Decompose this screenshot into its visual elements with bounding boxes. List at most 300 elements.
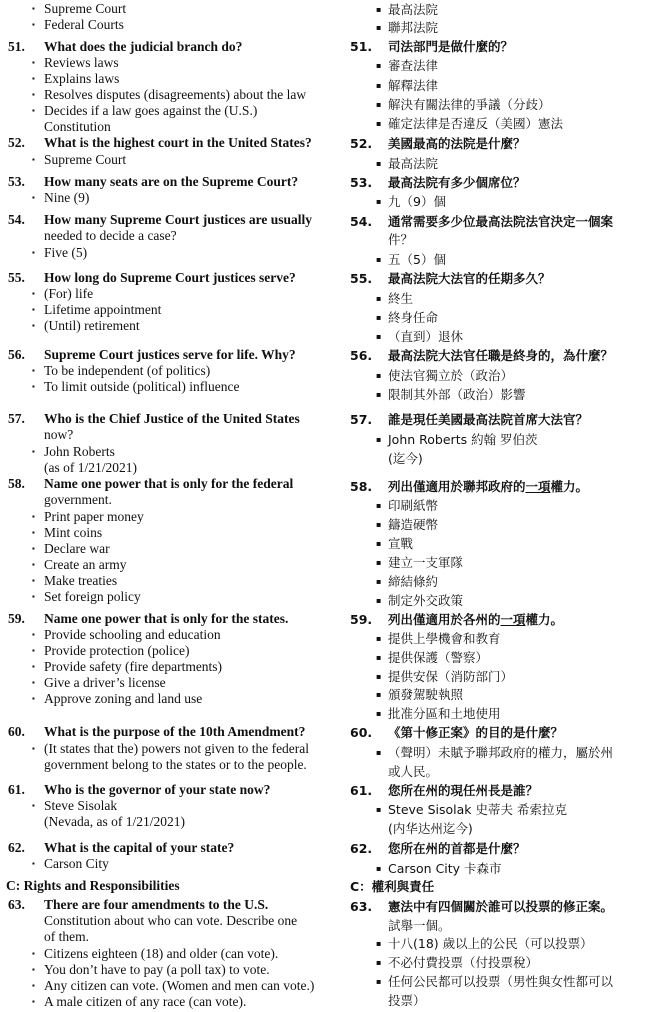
question-number: 54. xyxy=(350,214,373,229)
bullet-icon: ▪ xyxy=(376,197,382,206)
line-text: 解釋法律 xyxy=(388,78,439,93)
question-number: 60. xyxy=(350,725,373,740)
answer-item xyxy=(32,1,127,17)
line-text: 司法部門是做什麼的？ xyxy=(388,39,514,54)
line-text: Who is the Chief Justice of the United States xyxy=(44,411,300,426)
line-text: 列出僅適用於各州的 xyxy=(388,612,501,627)
answer-item xyxy=(32,798,118,814)
question-number: 62. xyxy=(8,840,25,855)
line-text: Citizens eighteen (18) and older (can vote). xyxy=(44,946,279,961)
line-continuation xyxy=(44,427,73,443)
bullet-icon: ▪ xyxy=(32,20,35,29)
line-text: 或人民。 xyxy=(388,764,439,779)
bullet-icon: ▪ xyxy=(32,193,35,202)
question-number: 52. xyxy=(8,135,25,150)
question-60 xyxy=(8,724,306,740)
answer-item xyxy=(376,431,538,449)
answer-item xyxy=(32,525,103,541)
answer-item xyxy=(376,630,501,648)
line-text: 終身任命 xyxy=(388,310,439,325)
line-continuation xyxy=(388,231,413,249)
answer-item xyxy=(376,705,501,723)
answer-item xyxy=(376,290,414,308)
question-54 xyxy=(350,213,614,231)
answer-item xyxy=(376,309,439,327)
answer-item xyxy=(376,193,446,211)
line-text: A male citizen of any race (can vote). xyxy=(44,994,247,1009)
line-text: 宣戰 xyxy=(388,536,414,551)
answer-item xyxy=(32,302,162,318)
question-55 xyxy=(350,270,551,288)
question-number: 55. xyxy=(8,270,25,285)
question-number: 56. xyxy=(8,347,25,362)
bullet-icon: ▪ xyxy=(32,544,35,553)
line-text: 提供安保（消防部门） xyxy=(388,669,514,684)
bullet-icon: ▪ xyxy=(32,90,35,99)
question-51 xyxy=(350,38,514,56)
line-text: 投票） xyxy=(388,993,426,1008)
line-text: Provide protection (police) xyxy=(44,643,190,658)
question-52 xyxy=(8,135,312,151)
answer-item xyxy=(32,741,310,757)
bullet-icon: ▪ xyxy=(376,653,382,662)
bullet-icon: ▪ xyxy=(32,106,35,115)
line-text: （聲明）未賦予聯邦政府的權力，屬於州 xyxy=(388,745,614,760)
line-text: government belong to the states or to the people. xyxy=(44,757,307,772)
bullet-icon: ▪ xyxy=(32,248,35,257)
line-text: Declare war xyxy=(44,541,110,556)
line-text: There are four amendments to the U.S. xyxy=(44,897,269,912)
answer-item xyxy=(32,286,94,302)
answer-item xyxy=(32,962,270,978)
line-text-tail: 權力。 xyxy=(525,612,564,627)
answer-item xyxy=(32,557,127,573)
question-57 xyxy=(8,411,300,427)
line-text: needed to decide a case? xyxy=(44,228,177,243)
line-text: John Roberts 約翰 罗伯茨 xyxy=(388,432,538,447)
line-continuation xyxy=(44,929,89,945)
line-text: Steve Sisolak 史蒂夫 希索拉克 xyxy=(388,802,567,817)
line-text: Give a driver’s license xyxy=(44,675,166,690)
bullet-icon: ▪ xyxy=(32,662,35,671)
line-text: Federal Courts xyxy=(44,17,124,32)
line-text: 審查法律 xyxy=(388,58,439,73)
line-text: Create an army xyxy=(44,557,127,572)
question-number: 56. xyxy=(350,348,373,363)
bullet-icon: ▪ xyxy=(376,805,382,814)
answer-item xyxy=(376,251,446,269)
line-text: Supreme Court justices serve for life. Why? xyxy=(44,347,296,362)
bullet-icon: ▪ xyxy=(32,4,35,13)
line-text: You don’t have to pay (a poll tax) to vote. xyxy=(44,962,270,977)
line-text: 頒發駕駛執照 xyxy=(388,687,464,702)
bullet-icon: ▪ xyxy=(32,981,35,990)
line-text: 不必付費投票（付投票稅） xyxy=(388,955,539,970)
line-text: Lifetime appointment xyxy=(44,302,162,317)
question-number: 51. xyxy=(8,39,25,54)
bullet-icon: ▪ xyxy=(376,371,382,380)
line-continuation xyxy=(44,119,111,135)
question-57 xyxy=(350,411,589,429)
bullet-icon: ▪ xyxy=(376,294,382,303)
question-61 xyxy=(8,782,271,798)
line-text: 十八(18) 歲以上的公民（可以投票） xyxy=(388,936,593,951)
answer-item xyxy=(376,19,439,37)
answer-item xyxy=(32,363,211,379)
question-number: 51. xyxy=(350,39,373,54)
line-text: Decides if a law goes against the (U.S.) xyxy=(44,103,258,118)
answer-item xyxy=(32,245,88,261)
question-number: 60. xyxy=(8,724,25,739)
question-58 xyxy=(8,476,294,492)
answer-item xyxy=(376,497,439,515)
line-text: What does the judicial branch do? xyxy=(44,39,243,54)
answer-item xyxy=(32,71,120,87)
question-number: 57. xyxy=(8,411,25,426)
line-text: 最高法院有多少個席位？ xyxy=(388,175,526,190)
answer-item xyxy=(32,573,118,589)
line-text: 限制其外部（政治）影響 xyxy=(388,387,526,402)
bullet-icon: ▪ xyxy=(376,23,382,32)
line-text: 制定外交政策 xyxy=(388,593,464,608)
line-continuation xyxy=(44,460,137,476)
line-text: How long do Supreme Court justices serve? xyxy=(44,270,296,285)
bullet-icon: ▪ xyxy=(376,159,382,168)
line-text: Name one power that is only for the federal xyxy=(44,476,294,491)
bullet-icon: ▪ xyxy=(376,577,382,586)
line-text: Approve zoning and land use xyxy=(44,691,203,706)
line-text: C：權利與責任 xyxy=(350,879,435,894)
bullet-icon: ▪ xyxy=(376,558,382,567)
bullet-icon: ▪ xyxy=(32,512,35,521)
line-continuation xyxy=(44,814,185,830)
bullet-icon: ▪ xyxy=(376,596,382,605)
question-number: 63. xyxy=(8,897,25,912)
line-text: Carson City xyxy=(44,856,109,871)
line-text: 最高法院 xyxy=(388,2,439,17)
bullet-icon: ▪ xyxy=(32,528,35,537)
line-text: 提供上學機會和教育 xyxy=(388,631,501,646)
answer-item xyxy=(32,856,109,872)
question-number: 58. xyxy=(8,476,25,491)
line-text: （直到）退休 xyxy=(388,329,464,344)
line-text: 使法官獨立於（政治） xyxy=(388,368,514,383)
answer-item xyxy=(376,77,439,95)
line-continuation xyxy=(44,757,307,773)
bullet-icon: ▪ xyxy=(376,255,382,264)
answer-item xyxy=(32,509,144,525)
line-continuation xyxy=(388,450,423,468)
line-text: 列出僅適用於聯邦政府的 xyxy=(388,479,526,494)
question-56 xyxy=(350,347,614,365)
bullet-icon: ▪ xyxy=(32,305,35,314)
line-text: 《第十修正案》的目的是什麼？ xyxy=(388,725,564,740)
question-63 xyxy=(8,897,269,913)
question-51 xyxy=(8,39,243,55)
line-text: 終生 xyxy=(388,291,414,306)
line-text: How many Supreme Court justices are usually xyxy=(44,212,313,227)
section-heading xyxy=(6,878,180,894)
question-63 xyxy=(350,898,614,916)
line-text: 通常需要多少位最高法院法官決定一個案 xyxy=(388,214,614,229)
line-text: Five (5) xyxy=(44,245,88,260)
bullet-icon: ▪ xyxy=(376,313,382,322)
bullet-icon: ▪ xyxy=(32,74,35,83)
underlined-text: 一項 xyxy=(500,612,526,627)
bullet-icon: ▪ xyxy=(376,690,382,699)
answer-item xyxy=(32,994,247,1010)
line-text: Steve Sisolak xyxy=(44,798,118,813)
bullet-icon: ▪ xyxy=(32,592,35,601)
line-text: Set foreign policy xyxy=(44,589,141,604)
answer-item xyxy=(376,573,439,591)
line-text: Reviews laws xyxy=(44,55,119,70)
line-text: 締結條約 xyxy=(388,574,439,589)
answer-item xyxy=(376,935,593,953)
line-text: Constitution about who can vote. Describe one xyxy=(44,913,298,928)
question-59 xyxy=(8,611,289,627)
line-text: To be independent (of politics) xyxy=(44,363,211,378)
question-61 xyxy=(350,782,539,800)
line-continuation xyxy=(44,228,177,244)
bullet-icon: ▪ xyxy=(376,672,382,681)
bullet-icon: ▪ xyxy=(376,709,382,718)
line-text: Print paper money xyxy=(44,509,144,524)
question-58 xyxy=(350,478,589,496)
answer-item xyxy=(32,87,307,103)
bullet-icon: ▪ xyxy=(32,58,35,67)
bullet-icon: ▪ xyxy=(32,744,35,753)
line-continuation xyxy=(44,913,297,929)
line-text: 印刷紙幣 xyxy=(388,498,439,513)
bullet-icon: ▪ xyxy=(32,155,35,164)
line-text: 您所在州的現任州長是誰？ xyxy=(388,783,539,798)
question-number: 52. xyxy=(350,136,373,151)
answer-item xyxy=(376,801,567,819)
question-54 xyxy=(8,212,313,228)
line-continuation xyxy=(44,492,112,508)
line-text: 五（5）個 xyxy=(388,252,446,267)
bullet-icon: ▪ xyxy=(376,501,382,510)
line-text: Carson City 卡森市 xyxy=(388,861,502,876)
bullet-icon: ▪ xyxy=(32,694,35,703)
answer-item xyxy=(32,675,166,691)
bullet-icon: ▪ xyxy=(376,520,382,529)
bullet-icon: ▪ xyxy=(32,997,35,1006)
answer-item xyxy=(376,386,526,404)
answer-item xyxy=(376,516,439,534)
question-number: 63. xyxy=(350,899,373,914)
bullet-icon: ▪ xyxy=(376,939,382,948)
line-text: Provide safety (fire departments) xyxy=(44,659,223,674)
answer-item xyxy=(32,17,124,33)
bullet-icon: ▪ xyxy=(32,289,35,298)
answer-item xyxy=(376,744,614,762)
bullet-icon: ▪ xyxy=(32,576,35,585)
question-number: 55. xyxy=(350,271,373,286)
bullet-icon: ▪ xyxy=(32,678,35,687)
question-number: 59. xyxy=(8,611,25,626)
bullet-icon: ▪ xyxy=(32,949,35,958)
answer-item xyxy=(376,686,464,704)
line-text: (迄今) xyxy=(388,451,423,466)
line-text: What is the capital of your state? xyxy=(44,840,235,855)
bullet-icon: ▪ xyxy=(376,977,382,986)
bullet-icon: ▪ xyxy=(376,5,382,14)
answer-item xyxy=(376,592,464,610)
bullet-icon: ▪ xyxy=(32,560,35,569)
bullet-icon: ▪ xyxy=(32,801,35,810)
answer-item xyxy=(32,55,119,71)
answer-item xyxy=(376,155,439,173)
question-number: 53. xyxy=(350,175,373,190)
answer-item xyxy=(32,318,140,334)
line-continuation xyxy=(388,917,451,935)
line-continuation xyxy=(388,763,438,781)
line-text: government. xyxy=(44,492,112,507)
question-53 xyxy=(350,174,526,192)
line-text: 美國最高的法院是什麼？ xyxy=(388,136,526,151)
line-text: What is the purpose of the 10th Amendment? xyxy=(44,724,306,739)
question-number: 59. xyxy=(350,612,373,627)
question-53 xyxy=(8,174,299,190)
answer-item xyxy=(376,554,464,572)
line-text: Resolves disputes (disagreements) about the law xyxy=(44,87,307,102)
bullet-icon: ▪ xyxy=(376,435,382,444)
question-52 xyxy=(350,135,526,153)
line-text: Supreme Court xyxy=(44,152,127,167)
line-continuation xyxy=(388,820,473,838)
answer-item xyxy=(376,668,514,686)
answer-item xyxy=(376,96,551,114)
bullet-icon: ▪ xyxy=(376,100,382,109)
line-text: 確定法律是否違反（美國）憲法 xyxy=(388,116,564,131)
line-text: 最高法院大法官任職是終身的，為什麼？ xyxy=(388,348,614,363)
line-text: 誰是現任美國最高法院首席大法官？ xyxy=(388,412,589,427)
bullet-icon: ▪ xyxy=(32,321,35,330)
bullet-icon: ▪ xyxy=(376,332,382,341)
question-56 xyxy=(8,347,296,363)
line-text-tail: 權力。 xyxy=(550,479,589,494)
answer-item xyxy=(32,103,258,119)
bullet-icon: ▪ xyxy=(32,630,35,639)
line-text: 解決有關法律的爭議（分歧） xyxy=(388,97,551,112)
question-60 xyxy=(350,724,564,742)
answer-item xyxy=(32,152,127,168)
bullet-icon: ▪ xyxy=(32,382,35,391)
line-text: 鑄造硬幣 xyxy=(388,517,439,532)
answer-item xyxy=(32,589,141,605)
answer-item xyxy=(376,1,439,19)
line-text: (It states that the) powers not given to the federal xyxy=(44,741,310,756)
bullet-icon: ▪ xyxy=(376,539,382,548)
question-number: 57. xyxy=(350,412,373,427)
line-text: C: Rights and Responsibilities xyxy=(6,878,180,893)
question-59 xyxy=(350,611,564,629)
line-text: 九（9）個 xyxy=(388,194,446,209)
question-number: 53. xyxy=(8,174,25,189)
answer-item xyxy=(32,379,240,395)
bullet-icon: ▪ xyxy=(32,366,35,375)
answer-item xyxy=(32,691,203,707)
line-text: 批准分區和土地使用 xyxy=(388,706,501,721)
line-text: Constitution xyxy=(44,119,111,134)
answer-item xyxy=(376,649,489,667)
question-number: 61. xyxy=(350,783,373,798)
answer-item xyxy=(376,328,464,346)
bullet-icon: ▪ xyxy=(376,748,382,757)
line-text: 聯邦法院 xyxy=(388,20,439,35)
answer-item xyxy=(32,190,90,206)
line-text: (as of 1/21/2021) xyxy=(44,460,137,475)
line-text: Who is the governor of your state now? xyxy=(44,782,271,797)
bullet-icon: ▪ xyxy=(376,81,382,90)
bullet-icon: ▪ xyxy=(376,958,382,967)
answer-item xyxy=(32,444,115,460)
line-text: (Nevada, as of 1/21/2021) xyxy=(44,814,185,829)
line-text: Nine (9) xyxy=(44,190,90,205)
answer-item xyxy=(376,860,502,878)
bullet-icon: ▪ xyxy=(376,864,382,873)
answer-item xyxy=(376,367,514,385)
line-text: What is the highest court in the United States? xyxy=(44,135,312,150)
bullet-icon: ▪ xyxy=(376,119,382,128)
bullet-icon: ▪ xyxy=(32,646,35,655)
line-text: 憲法中有四個關於誰可以投票的修正案。 xyxy=(388,899,614,914)
answer-item xyxy=(376,973,614,991)
line-text: (Until) retirement xyxy=(44,318,140,333)
bullet-icon: ▪ xyxy=(376,634,382,643)
line-text: (内华达州迄今) xyxy=(388,821,473,836)
question-number: 61. xyxy=(8,782,25,797)
line-text: (For) life xyxy=(44,286,94,301)
bullet-icon: ▪ xyxy=(376,390,382,399)
line-text: Mint coins xyxy=(44,525,103,540)
answer-item xyxy=(376,115,564,133)
answer-item xyxy=(32,643,190,659)
line-continuation xyxy=(388,992,426,1010)
question-62 xyxy=(350,840,526,858)
answer-item xyxy=(32,541,110,557)
line-text: How many seats are on the Supreme Court? xyxy=(44,174,299,189)
line-text: 最高法院大法官的任期多久？ xyxy=(388,271,551,286)
underlined-text: 一項 xyxy=(525,479,551,494)
answer-item xyxy=(376,954,539,972)
answer-item xyxy=(32,659,223,675)
answer-item xyxy=(32,978,315,994)
question-number: 62. xyxy=(350,841,373,856)
question-62 xyxy=(8,840,235,856)
line-text: Name one power that is only for the states. xyxy=(44,611,289,626)
answer-item xyxy=(32,946,279,962)
bullet-icon: ▪ xyxy=(32,447,35,456)
section-heading xyxy=(350,878,434,896)
line-text: 任何公民都可以投票（男性與女性都可以 xyxy=(388,974,614,989)
line-text: Explains laws xyxy=(44,71,120,86)
line-text: 件？ xyxy=(388,232,414,247)
question-number: 58. xyxy=(350,479,373,494)
line-text: 試舉一個。 xyxy=(388,918,451,933)
answer-item xyxy=(376,535,414,553)
line-text: Provide schooling and education xyxy=(44,627,221,642)
line-text: 最高法院 xyxy=(388,156,439,171)
bullet-icon: ▪ xyxy=(376,61,382,70)
line-text: To limit outside (political) influence xyxy=(44,379,240,394)
line-text: 提供保護（警察） xyxy=(388,650,489,665)
line-text: Supreme Court xyxy=(44,1,127,16)
line-text: of them. xyxy=(44,929,89,944)
bullet-icon: ▪ xyxy=(32,965,35,974)
